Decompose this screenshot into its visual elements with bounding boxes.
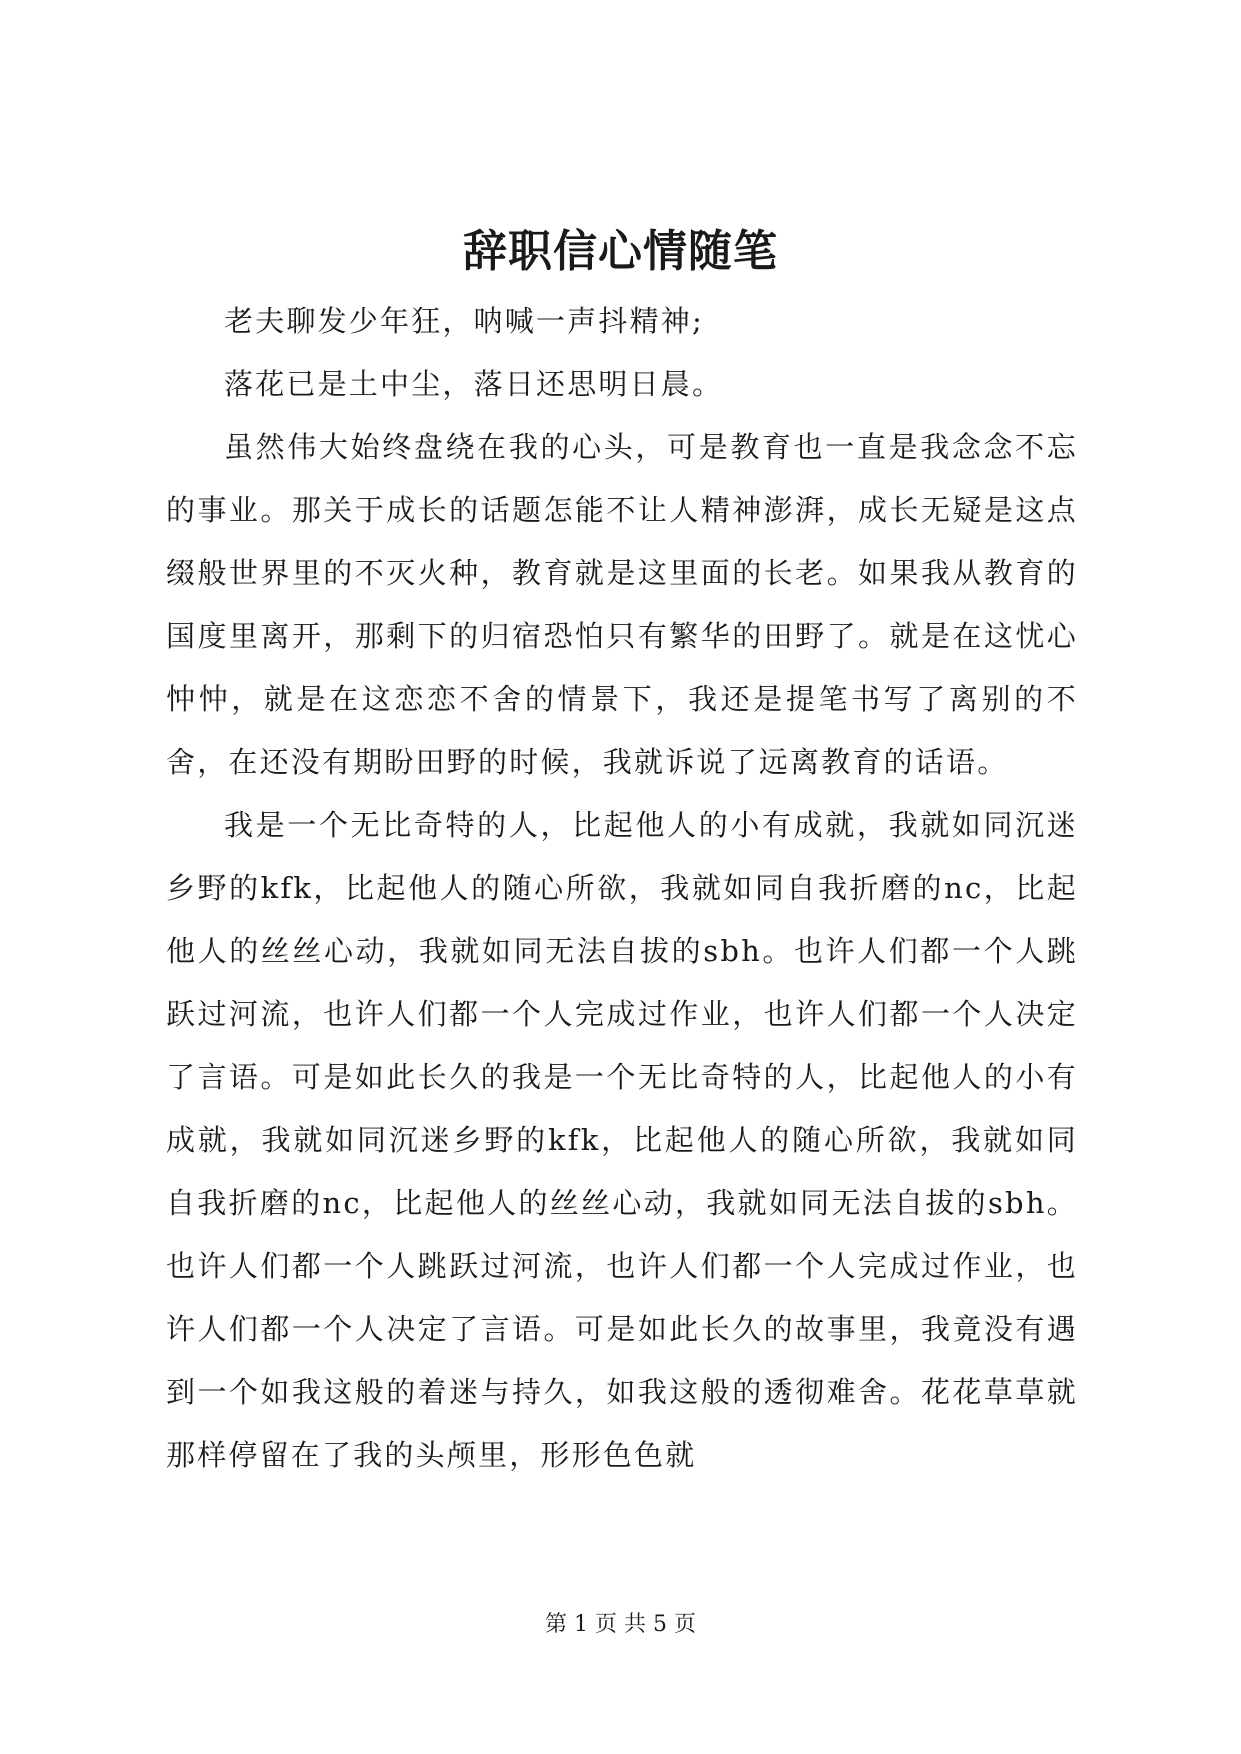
verse-line-2: 落花已是土中尘，落日还思明日晨。 xyxy=(224,367,724,401)
paragraph-1: 虽然伟大始终盘绕在我的心头，可是教育也一直是我念念不忘的事业。那关于成长的话题怎能不让人精神澎湃，成长无疑是这点缀般世界里的不灭火种，教育就是这里面的长老。如果我从教育的国度里离开，那剩下的归宿恐怕只有繁华的田野了。就是在这忧心忡忡，就是在这恋恋不舍的情景下，我还是提笔书写了离别的不舍，在还没有期盼田野的时候，我就诉说了远离教育的话语。 xyxy=(166,430,1078,779)
verse-line-1: 老夫聊发少年狂，呐喊一声抖精神; xyxy=(224,304,704,338)
page-number-footer: 第 1 页 共 5 页 xyxy=(545,1612,696,1637)
document-body xyxy=(166,290,1078,1487)
paragraph-2: 我是一个无比奇特的人，比起他人的小有成就，我就如同沉迷乡野的kfk，比起他人的随心所欲，我就如同自我折磨的nc，比起他人的丝丝心动，我就如同无法自拔的sbh。也许人们都一个人跳跃过河流，也许人们都一个人完成过作业，也许人们都一个人决定了言语。可是如此长久的我是一个无比奇特的人，比起他人的小有成就，我就如同沉迷乡野的kfk，比起他人的随心所欲，我就如同自我折磨的nc，比起他人的丝丝心动，我就如同无法自拔的sbh。也许人们都一个人跳跃过河流，也许人们都一个人完成过作业，也许人们都一个人决定了言语。可是如此长久的故事里，我竟没有遇到一个如我这般的着迷与持久，如我这般的透彻难舍。花花草草就那样停留在了我的头颅里，形形色色就 xyxy=(166,808,1078,1472)
document-title: 辞职信心情随笔 xyxy=(463,226,778,277)
